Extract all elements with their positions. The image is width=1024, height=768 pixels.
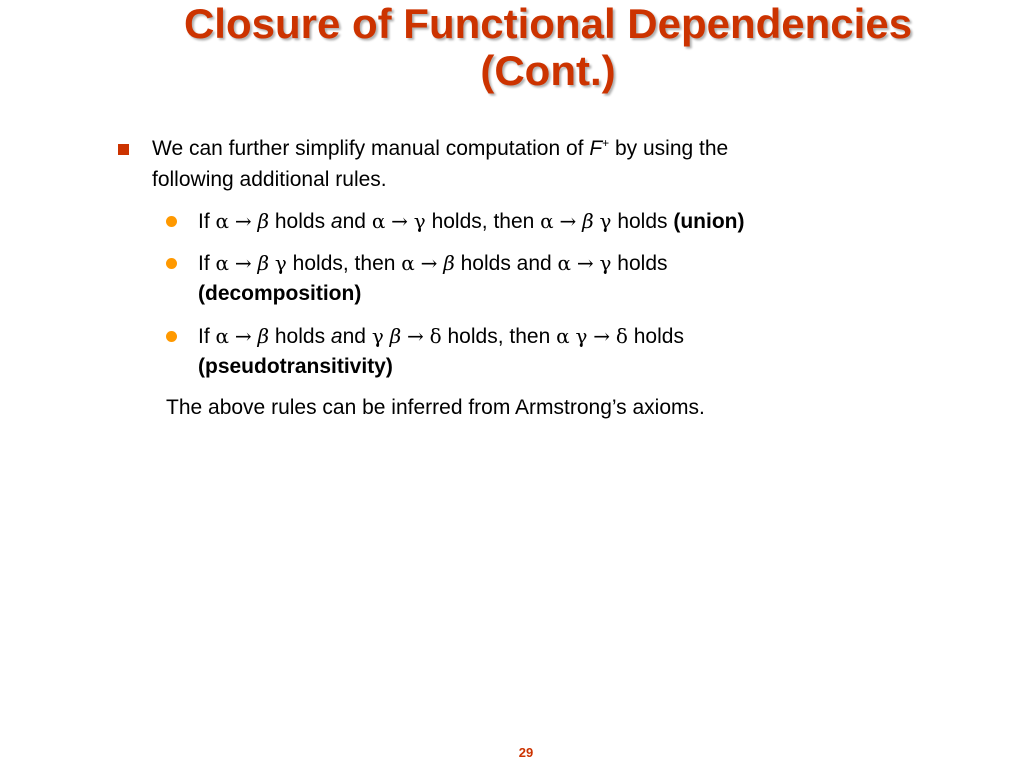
rule-if: If (198, 325, 216, 348)
dot-bullet-icon (166, 216, 177, 227)
intro-text-part-2: by using the (609, 137, 729, 160)
alpha-symbol: α (371, 209, 386, 233)
beta-symbol: β (257, 251, 270, 275)
rule-text: holds, then (425, 210, 541, 233)
alpha-symbol: α (215, 324, 230, 348)
gamma-symbol: γ (599, 251, 612, 275)
rule-text: nd (342, 325, 372, 348)
intro-line-1 (152, 137, 728, 161)
intro-line-2: following additional rules. (152, 168, 387, 191)
arrow-symbol: → (593, 324, 611, 348)
arrow-symbol: → (234, 209, 252, 233)
rule-text: holds (269, 210, 331, 233)
beta-symbol: β (257, 209, 270, 233)
alpha-symbol: α (215, 251, 230, 275)
rule-text: holds (627, 325, 684, 348)
rule-if: If (198, 252, 216, 275)
f-superscript: + (602, 136, 610, 150)
dot-bullet-icon (166, 331, 177, 342)
rule-text: a (330, 210, 343, 233)
slide-title-line-1: Closure of Functional Dependencies (183, 0, 913, 47)
alpha-symbol: α (556, 324, 570, 348)
alpha-symbol: α (557, 251, 572, 275)
rule-text: holds (269, 325, 331, 348)
arrow-symbol: → (576, 251, 594, 275)
f-symbol: F (589, 137, 603, 160)
gamma-symbol: γ (599, 209, 612, 233)
rule-if: If (198, 210, 216, 233)
rule-name-union: (union) (673, 210, 745, 233)
rule-text: holds and (454, 252, 558, 275)
square-bullet-icon (118, 144, 129, 155)
arrow-symbol: → (234, 324, 252, 348)
arrow-symbol: → (407, 324, 424, 348)
rule-text: a (330, 325, 343, 348)
alpha-symbol: α (215, 209, 230, 233)
arrow-symbol: → (420, 251, 438, 275)
alpha-symbol: α (540, 209, 554, 233)
conclusion-text: The above rules can be inferred from Armstrong’s axioms. (166, 396, 705, 419)
rule-pseudotransitivity (198, 324, 684, 349)
beta-symbol: β (257, 324, 270, 348)
intro-text-part-1: We can further simplify manual computation of (152, 137, 590, 160)
rule-name-pseudotransitivity: (pseudotransitivity) (198, 355, 393, 378)
gamma-symbol: γ (413, 209, 426, 233)
delta-symbol: δ (429, 324, 442, 348)
arrow-symbol: → (391, 209, 408, 233)
beta-symbol: β (443, 251, 455, 275)
dot-bullet-icon (166, 258, 177, 269)
gamma-symbol: γ (575, 324, 588, 348)
rule-name-decomposition: (decomposition) (198, 282, 362, 305)
rule-decomposition (198, 251, 668, 276)
rule-text: holds (611, 252, 668, 275)
slide-title-line-2: (Cont.) (480, 47, 616, 94)
arrow-symbol: → (559, 209, 577, 233)
rule-text: nd (342, 210, 372, 233)
beta-symbol: β (582, 209, 594, 233)
gamma-symbol: γ (274, 251, 287, 275)
rule-text: holds, then (441, 325, 557, 348)
gamma-symbol: γ (371, 324, 384, 348)
beta-symbol: β (389, 324, 402, 348)
alpha-symbol: α (401, 251, 415, 275)
rule-union (198, 209, 745, 234)
rule-text: holds, then (286, 252, 402, 275)
arrow-symbol: → (234, 251, 252, 275)
page-number: 29 (518, 745, 534, 760)
rule-text: holds (611, 210, 674, 233)
delta-symbol: δ (615, 324, 628, 348)
